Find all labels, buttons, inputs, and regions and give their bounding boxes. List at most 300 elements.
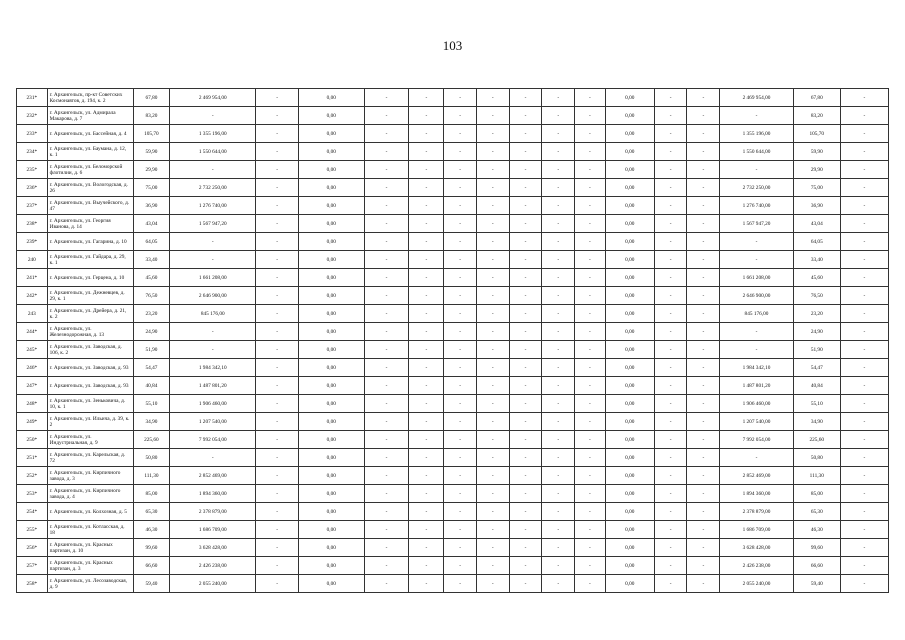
table-row	[17, 557, 889, 575]
cell-dash: -	[654, 413, 687, 431]
cell-dash: -	[409, 449, 444, 467]
cell-dash: -	[256, 467, 299, 485]
cell-total: 1 207 540,00	[720, 413, 794, 431]
cell-dash: -	[687, 449, 720, 467]
cell-zero: 0,00	[299, 179, 364, 197]
cell-dash: -	[409, 161, 444, 179]
cell-dash: -	[687, 431, 720, 449]
cell-dash: -	[476, 251, 509, 269]
cell-dash: -	[256, 377, 299, 395]
registry-table	[16, 88, 889, 593]
cell-zero: 0,00	[299, 467, 364, 485]
cell-dash: -	[444, 431, 477, 449]
cell-dash: -	[409, 305, 444, 323]
cell-dash: -	[654, 431, 687, 449]
cell-dash: -	[542, 431, 575, 449]
cell-dash: -	[840, 269, 888, 287]
cell-dash: -	[840, 197, 888, 215]
cell-dash: -	[476, 503, 509, 521]
cell-dash: -	[509, 251, 542, 269]
cell-dash: -	[444, 143, 477, 161]
cell-cost: 1 686 709,00	[170, 521, 256, 539]
cell-zero: 0,00	[299, 557, 364, 575]
cell-dash: -	[654, 467, 687, 485]
cell-area2: 67,80	[793, 89, 840, 107]
cell-dash: -	[364, 449, 409, 467]
cell-dash: -	[509, 485, 542, 503]
cell-dash: -	[687, 503, 720, 521]
cell-dash: -	[654, 215, 687, 233]
cell-area: 45,60	[133, 269, 170, 287]
cell-dash: -	[256, 341, 299, 359]
table-row	[17, 377, 889, 395]
table-row	[17, 413, 889, 431]
cell-addr: г. Архангельск, ул. Железнодорожная, д. 13	[47, 323, 133, 341]
cell-dash: -	[509, 431, 542, 449]
cell-dash: -	[687, 575, 720, 593]
cell-dash: -	[364, 107, 409, 125]
cell-dash: -	[542, 233, 575, 251]
cell-dash: -	[575, 395, 606, 413]
cell-dash: -	[476, 215, 509, 233]
cell-dash: -	[542, 89, 575, 107]
cell-dash: -	[542, 305, 575, 323]
cell-dash: -	[509, 197, 542, 215]
cell-addr: г. Архангельск, ул. Баумана, д. 12, к. 1	[47, 143, 133, 161]
cell-dash: -	[687, 287, 720, 305]
cell-n: 232*	[17, 107, 48, 125]
cell-dash: -	[840, 521, 888, 539]
cell-area2: 66,60	[793, 557, 840, 575]
cell-dash: -	[542, 323, 575, 341]
cell-addr: г. Архангельск, ул. Гагарина, д. 10	[47, 233, 133, 251]
cell-zero: 0,00	[605, 107, 654, 125]
cell-dash: -	[409, 503, 444, 521]
cell-dash: -	[476, 107, 509, 125]
cell-dash: -	[687, 395, 720, 413]
cell-dash: -	[575, 215, 606, 233]
cell-dash: -	[575, 377, 606, 395]
cell-zero: 0,00	[299, 341, 364, 359]
cell-addr: г. Архангельск, ул. Заводская, д. 93	[47, 359, 133, 377]
cell-dash: -	[542, 215, 575, 233]
cell-dash: -	[364, 395, 409, 413]
cell-dash: -	[409, 467, 444, 485]
cell-zero: 0,00	[299, 377, 364, 395]
cell-dash: -	[256, 503, 299, 521]
cell-zero: 0,00	[605, 323, 654, 341]
cell-dash: -	[687, 485, 720, 503]
cell-dash: -	[575, 125, 606, 143]
cell-dash: -	[509, 215, 542, 233]
cell-dash: -	[364, 503, 409, 521]
cell-dash: -	[256, 89, 299, 107]
cell-cost: 2 469 954,00	[170, 89, 256, 107]
cell-zero: 0,00	[605, 557, 654, 575]
table-row	[17, 575, 889, 593]
table-body	[17, 89, 889, 593]
cell-zero: 0,00	[299, 485, 364, 503]
cell-area: 23,20	[133, 305, 170, 323]
cell-dash: -	[256, 395, 299, 413]
cell-area2: 23,20	[793, 305, 840, 323]
cell-dash: -	[575, 179, 606, 197]
cell-dash: -	[476, 521, 509, 539]
cell-dash: -	[476, 233, 509, 251]
cell-dash: -	[840, 341, 888, 359]
cell-dash: -	[840, 575, 888, 593]
cell-dash: -	[654, 89, 687, 107]
cell-zero: 0,00	[605, 377, 654, 395]
cell-dash: -	[575, 269, 606, 287]
cell-dash: -	[654, 575, 687, 593]
cell-dash: -	[509, 521, 542, 539]
cell-dash: -	[542, 449, 575, 467]
cell-area2: 43,04	[793, 215, 840, 233]
cell-area: 75,00	[133, 179, 170, 197]
cell-n: 241*	[17, 269, 48, 287]
cell-dash: -	[509, 413, 542, 431]
cell-dash: -	[509, 449, 542, 467]
table-row	[17, 197, 889, 215]
cell-dash: -	[364, 413, 409, 431]
cell-area2: 83,20	[793, 107, 840, 125]
cell-dash: -	[444, 557, 477, 575]
cell-addr: г. Архангельск, ул. Адмирала Макарова, д. 7	[47, 107, 133, 125]
cell-total: -	[720, 449, 794, 467]
cell-dash: -	[409, 269, 444, 287]
cell-dash: -	[542, 395, 575, 413]
cell-dash: -	[840, 287, 888, 305]
cell-area2: 40,84	[793, 377, 840, 395]
cell-dash: -	[364, 359, 409, 377]
cell-area2: 75,00	[793, 179, 840, 197]
cell-dash: -	[509, 503, 542, 521]
cell-total: 2 055 240,00	[720, 575, 794, 593]
cell-dash: -	[840, 179, 888, 197]
cell-n: 251*	[17, 449, 48, 467]
cell-dash: -	[409, 215, 444, 233]
cell-dash: -	[575, 251, 606, 269]
cell-dash: -	[654, 251, 687, 269]
cell-dash: -	[542, 179, 575, 197]
cell-addr: г. Архангельск, ул. Красных партизан, д. 3	[47, 557, 133, 575]
cell-addr: г. Архангельск, ул. Карельская, д. 72	[47, 449, 133, 467]
cell-area: 85,00	[133, 485, 170, 503]
cell-area2: 59,40	[793, 575, 840, 593]
cell-cost: -	[170, 161, 256, 179]
cell-dash: -	[409, 89, 444, 107]
cell-area: 24,90	[133, 323, 170, 341]
table-row	[17, 395, 889, 413]
cell-dash: -	[654, 305, 687, 323]
cell-total: -	[720, 233, 794, 251]
cell-dash: -	[840, 323, 888, 341]
cell-zero: 0,00	[299, 413, 364, 431]
cell-dash: -	[840, 539, 888, 557]
cell-n: 256*	[17, 539, 48, 557]
table-row	[17, 179, 889, 197]
cell-zero: 0,00	[605, 485, 654, 503]
cell-dash: -	[542, 521, 575, 539]
cell-n: 239*	[17, 233, 48, 251]
table-row	[17, 467, 889, 485]
cell-dash: -	[509, 143, 542, 161]
cell-dash: -	[256, 143, 299, 161]
cell-total: 1 894 360,00	[720, 485, 794, 503]
cell-dash: -	[409, 395, 444, 413]
cell-dash: -	[256, 197, 299, 215]
cell-cost: 2 646 900,00	[170, 287, 256, 305]
cell-zero: 0,00	[299, 305, 364, 323]
cell-zero: 0,00	[605, 143, 654, 161]
cell-dash: -	[654, 521, 687, 539]
cell-total: 1 276 740,00	[720, 197, 794, 215]
cell-dash: -	[542, 125, 575, 143]
cell-area2: 24,90	[793, 323, 840, 341]
cell-dash: -	[687, 269, 720, 287]
cell-total: 1 686 709,00	[720, 521, 794, 539]
cell-n: 231*	[17, 89, 48, 107]
cell-dash: -	[575, 413, 606, 431]
cell-dash: -	[364, 431, 409, 449]
cell-cost: 2 378 879,00	[170, 503, 256, 521]
cell-dash: -	[476, 269, 509, 287]
cell-n: 257*	[17, 557, 48, 575]
cell-n: 255*	[17, 521, 48, 539]
cell-dash: -	[364, 323, 409, 341]
cell-dash: -	[476, 575, 509, 593]
cell-dash: -	[256, 179, 299, 197]
cell-zero: 0,00	[605, 215, 654, 233]
cell-area: 51,90	[133, 341, 170, 359]
cell-cost: 1 661 208,00	[170, 269, 256, 287]
cell-dash: -	[409, 107, 444, 125]
cell-dash: -	[509, 539, 542, 557]
cell-area2: 105,70	[793, 125, 840, 143]
cell-zero: 0,00	[605, 575, 654, 593]
cell-n: 252*	[17, 467, 48, 485]
cell-zero: 0,00	[299, 287, 364, 305]
cell-n: 250*	[17, 431, 48, 449]
cell-n: 246*	[17, 359, 48, 377]
cell-dash: -	[654, 197, 687, 215]
cell-total: 1 984 342,10	[720, 359, 794, 377]
cell-area2: 54,47	[793, 359, 840, 377]
cell-dash: -	[687, 467, 720, 485]
cell-dash: -	[444, 341, 477, 359]
cell-dash: -	[444, 395, 477, 413]
cell-dash: -	[654, 179, 687, 197]
cell-n: 240	[17, 251, 48, 269]
cell-dash: -	[444, 575, 477, 593]
cell-cost: 3 628 428,00	[170, 539, 256, 557]
cell-dash: -	[256, 323, 299, 341]
cell-n: 234*	[17, 143, 48, 161]
cell-cost: -	[170, 107, 256, 125]
cell-dash: -	[575, 323, 606, 341]
cell-area: 225,60	[133, 431, 170, 449]
cell-zero: 0,00	[605, 521, 654, 539]
cell-dash: -	[687, 197, 720, 215]
cell-cost: 1 984 342,10	[170, 359, 256, 377]
cell-zero: 0,00	[299, 323, 364, 341]
cell-dash: -	[409, 521, 444, 539]
cell-total: 845 176,00	[720, 305, 794, 323]
cell-zero: 0,00	[605, 305, 654, 323]
cell-zero: 0,00	[605, 413, 654, 431]
table-row	[17, 539, 889, 557]
cell-dash: -	[840, 233, 888, 251]
cell-zero: 0,00	[605, 449, 654, 467]
cell-zero: 0,00	[299, 449, 364, 467]
cell-dash: -	[256, 449, 299, 467]
cell-dash: -	[476, 413, 509, 431]
cell-zero: 0,00	[299, 269, 364, 287]
cell-dash: -	[444, 161, 477, 179]
cell-dash: -	[509, 557, 542, 575]
cell-addr: г. Архангельск, ул. Заводская, д. 93	[47, 377, 133, 395]
cell-dash: -	[509, 89, 542, 107]
cell-dash: -	[654, 503, 687, 521]
cell-dash: -	[575, 161, 606, 179]
cell-total: 2 646 900,00	[720, 287, 794, 305]
cell-addr: г. Архангельск, ул. Индустриальная, д. 9	[47, 431, 133, 449]
cell-dash: -	[687, 179, 720, 197]
cell-area2: 29,90	[793, 161, 840, 179]
cell-n: 235*	[17, 161, 48, 179]
cell-dash: -	[542, 377, 575, 395]
table-row	[17, 341, 889, 359]
cell-total: 1 906 460,00	[720, 395, 794, 413]
cell-dash: -	[542, 161, 575, 179]
cell-dash: -	[476, 341, 509, 359]
cell-dash: -	[444, 359, 477, 377]
cell-area2: 55,10	[793, 395, 840, 413]
cell-zero: 0,00	[605, 269, 654, 287]
cell-area2: 76,50	[793, 287, 840, 305]
table-row	[17, 485, 889, 503]
cell-dash: -	[409, 575, 444, 593]
cell-dash: -	[687, 251, 720, 269]
cell-dash: -	[575, 485, 606, 503]
cell-dash: -	[575, 305, 606, 323]
cell-dash: -	[654, 107, 687, 125]
cell-area2: 111,30	[793, 467, 840, 485]
cell-total: 1 487 801,20	[720, 377, 794, 395]
cell-dash: -	[476, 323, 509, 341]
cell-area: 40,84	[133, 377, 170, 395]
cell-dash: -	[444, 215, 477, 233]
cell-dash: -	[444, 197, 477, 215]
cell-addr: г. Архангельск, пр-кт Советских Космонавтов, д. 194, к. 2	[47, 89, 133, 107]
cell-cost: 2 852 469,00	[170, 467, 256, 485]
cell-dash: -	[542, 143, 575, 161]
cell-total: 2 378 879,00	[720, 503, 794, 521]
cell-dash: -	[444, 107, 477, 125]
cell-dash: -	[509, 287, 542, 305]
cell-cost: 1 487 801,20	[170, 377, 256, 395]
cell-cost: 2 732 250,00	[170, 179, 256, 197]
cell-area: 65,30	[133, 503, 170, 521]
cell-dash: -	[256, 539, 299, 557]
cell-area: 54,47	[133, 359, 170, 377]
cell-dash: -	[542, 413, 575, 431]
cell-dash: -	[575, 431, 606, 449]
cell-dash: -	[256, 575, 299, 593]
cell-dash: -	[409, 179, 444, 197]
cell-addr: г. Архангельск, ул. Дрейера, д. 21, к. 2	[47, 305, 133, 323]
cell-dash: -	[687, 305, 720, 323]
cell-dash: -	[840, 377, 888, 395]
cell-dash: -	[364, 89, 409, 107]
cell-total: -	[720, 107, 794, 125]
cell-dash: -	[256, 251, 299, 269]
cell-dash: -	[364, 377, 409, 395]
cell-zero: 0,00	[299, 215, 364, 233]
cell-zero: 0,00	[605, 539, 654, 557]
cell-dash: -	[256, 161, 299, 179]
cell-dash: -	[509, 341, 542, 359]
cell-dash: -	[509, 161, 542, 179]
cell-dash: -	[444, 89, 477, 107]
cell-dash: -	[476, 197, 509, 215]
cell-n: 237*	[17, 197, 48, 215]
cell-dash: -	[840, 125, 888, 143]
cell-zero: 0,00	[299, 143, 364, 161]
cell-area: 64,05	[133, 233, 170, 251]
cell-dash: -	[256, 287, 299, 305]
cell-area: 83,20	[133, 107, 170, 125]
cell-area2: 50,80	[793, 449, 840, 467]
cell-dash: -	[256, 413, 299, 431]
cell-dash: -	[687, 107, 720, 125]
cell-zero: 0,00	[299, 197, 364, 215]
cell-zero: 0,00	[605, 89, 654, 107]
cell-zero: 0,00	[605, 179, 654, 197]
table-row	[17, 125, 889, 143]
cell-dash: -	[840, 413, 888, 431]
cell-total: 1 355 196,00	[720, 125, 794, 143]
table-row	[17, 359, 889, 377]
cell-total: 1 567 947,20	[720, 215, 794, 233]
cell-dash: -	[687, 413, 720, 431]
cell-dash: -	[409, 359, 444, 377]
cell-area2: 59,90	[793, 143, 840, 161]
cell-dash: -	[509, 575, 542, 593]
cell-dash: -	[509, 323, 542, 341]
cell-dash: -	[444, 287, 477, 305]
cell-dash: -	[409, 323, 444, 341]
cell-addr: г. Архангельск, ул. Вологодская, д. 26	[47, 179, 133, 197]
cell-zero: 0,00	[605, 251, 654, 269]
cell-addr: г. Архангельск, ул. Гайдара, д. 29, к. 1	[47, 251, 133, 269]
cell-dash: -	[256, 107, 299, 125]
cell-dash: -	[256, 431, 299, 449]
cell-dash: -	[364, 143, 409, 161]
cell-dash: -	[654, 539, 687, 557]
cell-dash: -	[476, 125, 509, 143]
cell-dash: -	[509, 467, 542, 485]
cell-dash: -	[654, 143, 687, 161]
cell-dash: -	[542, 485, 575, 503]
cell-zero: 0,00	[299, 251, 364, 269]
cell-dash: -	[409, 485, 444, 503]
cell-dash: -	[509, 179, 542, 197]
cell-dash: -	[444, 485, 477, 503]
cell-dash: -	[654, 359, 687, 377]
cell-dash: -	[476, 467, 509, 485]
